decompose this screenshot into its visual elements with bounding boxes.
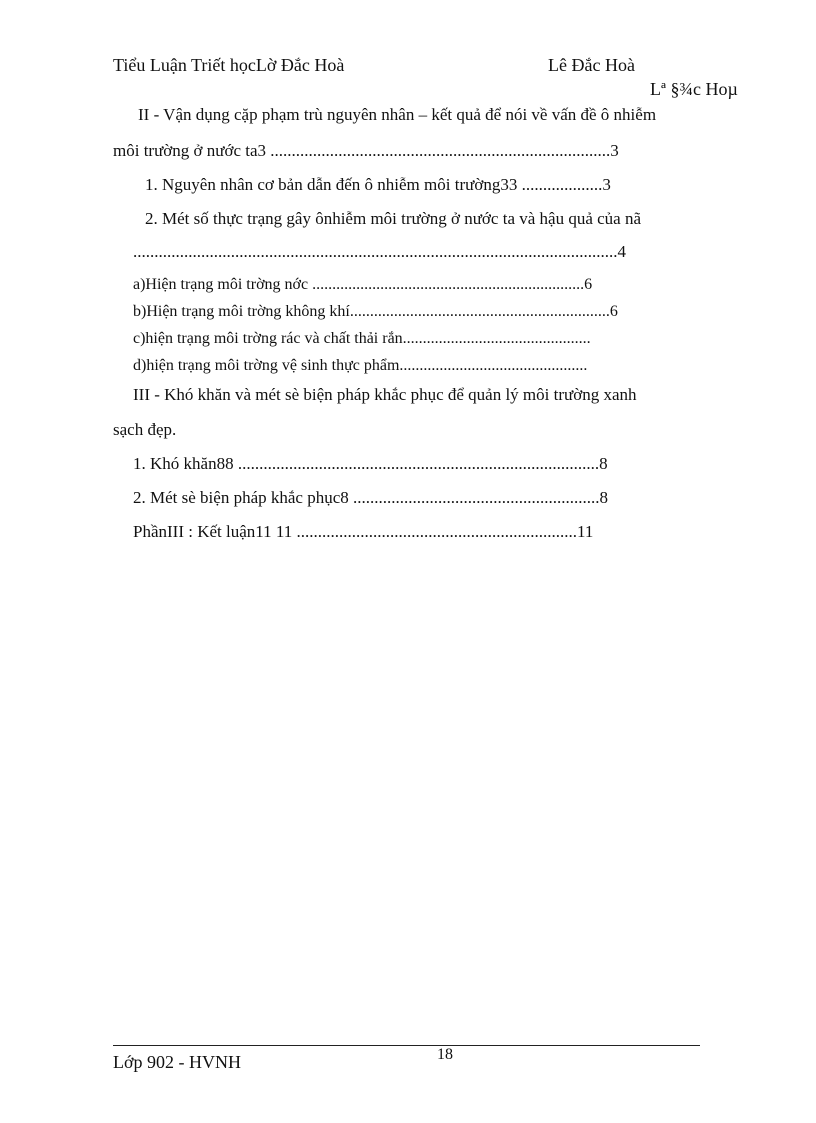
toc-line-14: PhầnIII : Kết luận11 11 ..................................................................11 — [133, 522, 594, 541]
toc-line-11: sạch đẹp. — [113, 420, 177, 439]
header-garbled-author: Lª §¾c Hoµ — [650, 79, 738, 99]
toc-line-12: 1. Khó khăn88 .....................................................................................8 — [133, 454, 608, 473]
page-number: 18 — [437, 1046, 453, 1063]
toc-line-9: d)hiện trạng môi trờng vệ sinh thực phẩm............................................... — [133, 357, 588, 374]
toc-line-13: 2. Mét sè biện pháp khắc phục8 ..........................................................8 — [133, 488, 608, 507]
toc-line-5: ..................................................................................................................4 — [133, 242, 626, 261]
toc-line-8: c)hiện trạng môi trờng rác và chất thải rắn............................................... — [133, 330, 591, 347]
toc-line-1: II - Vận dụng cặp phạm trù nguyên nhân – kết quả để nói về vấn đề ô nhiễm — [138, 105, 657, 124]
toc-line-4: 2. Mét số thực trạng gây ônhiễm môi trường ở nước ta và hậu quả của nã — [145, 209, 642, 228]
header-right-author: Lê Đắc Hoà — [548, 55, 635, 75]
header-left — [113, 55, 344, 76]
header-title: Tiểu Luận Triết học — [113, 55, 256, 75]
header-left-author: Lờ Đắc Hoà — [255, 55, 345, 75]
toc-line-6: a)Hiện trạng môi trờng nớc ....................................................................6 — [133, 276, 593, 293]
toc-line-2: môi trường ở nước ta3 ................................................................................3 — [113, 141, 619, 160]
toc-line-10: III - Khó khăn và mét sè biện pháp khắc phục để quản lý môi trường xanh — [133, 385, 637, 404]
footer-rule — [113, 1045, 700, 1046]
toc-line-7: b)Hiện trạng môi trờng không khí.................................................................6 — [133, 303, 618, 320]
footer-class-label: Lớp 902 - HVNH — [113, 1052, 242, 1072]
toc-line-3: 1. Nguyên nhân cơ bản dẫn đến ô nhiễm môi trường33 ...................3 — [145, 175, 611, 194]
